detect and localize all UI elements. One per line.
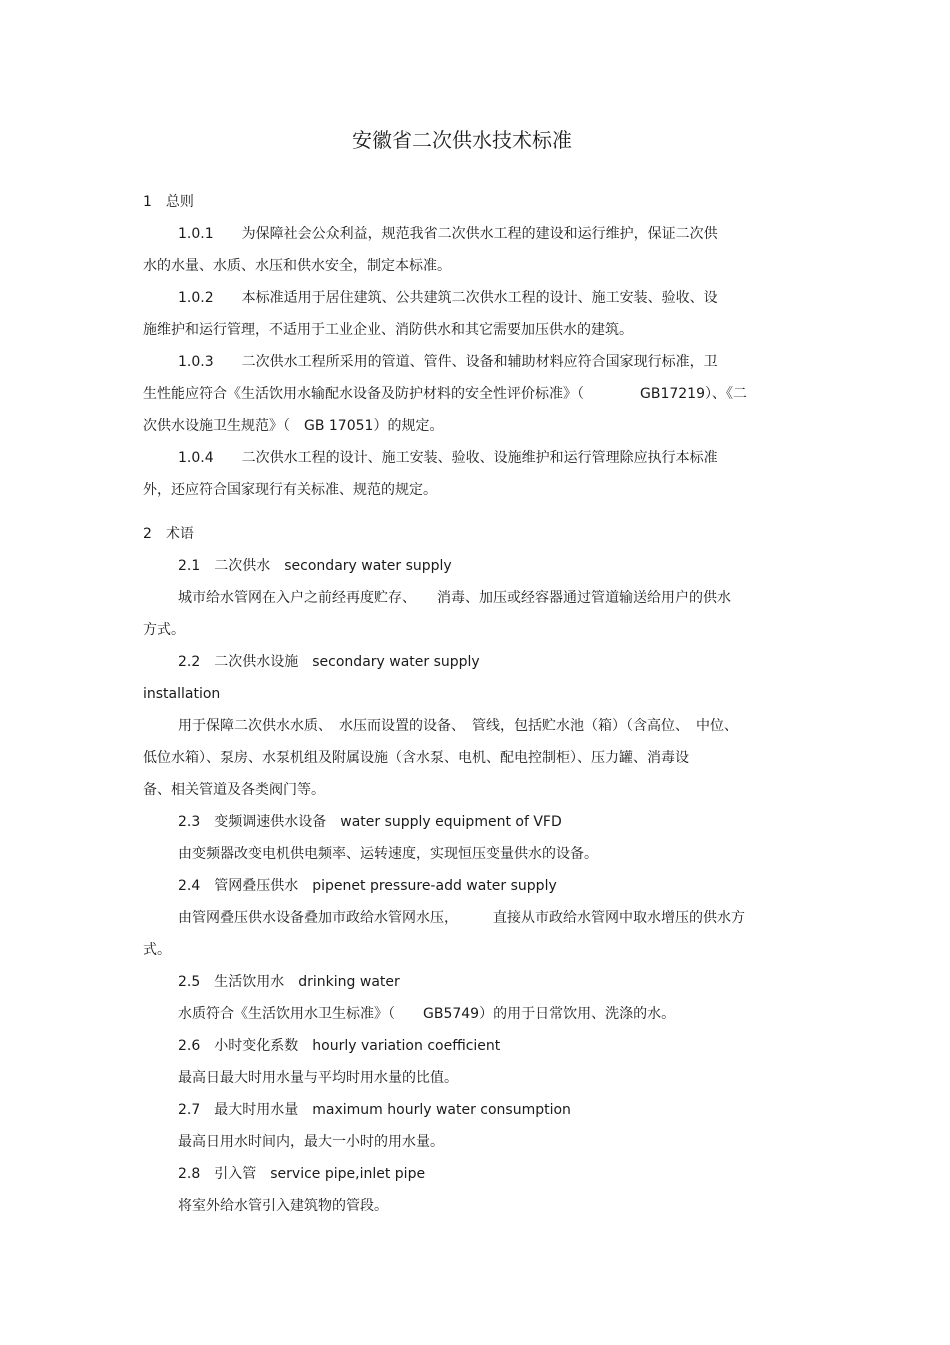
paragraph-line: 最高日用水时间内，最大一小时的用水量。: [178, 1134, 444, 1150]
paragraph-line: 1.0.3 二次供水工程所采用的管道、管件、设备和辅助材料应符合国家现行标准，卫: [178, 354, 718, 370]
paragraph-line: 将室外给水管引入建筑物的管段。: [178, 1198, 388, 1214]
term-heading: 2.4 管网叠压供水 pipenet pressure-add water supply: [178, 878, 557, 894]
term-heading: 2.8 引入管 service pipe,inlet pipe: [178, 1166, 426, 1182]
paragraph-line: 1.0.1 为保障社会公众利益，规范我省二次供水工程的建设和运行维护，保证二次供: [178, 226, 718, 242]
paragraph-line: 次供水设施卫生规范》（ GB 17051）的规定。: [143, 418, 444, 434]
page-title: 安徽省二次供水技术标准: [352, 128, 572, 152]
term-heading: 2.2 二次供水设施 secondary water supply: [178, 654, 480, 670]
section-heading: 2 术语: [143, 526, 194, 542]
paragraph-line: 由变频器改变电机供电频率、运转速度，实现恒压变量供水的设备。: [178, 846, 598, 862]
section-heading: 1 总则: [143, 194, 194, 210]
paragraph-line: 水质符合《生活饮用水卫生标准》（ GB5749）的用于日常饮用、洗涤的水。: [178, 1006, 676, 1022]
term-heading: 2.5 生活饮用水 drinking water: [178, 974, 400, 990]
paragraph-line: 城市给水管网在入户之前经再度贮存、 消毒、加压或经容器通过管道输送给用户的供水: [178, 590, 731, 606]
paragraph-line: 低位水箱）、泵房、水泵机组及附属设施（含水泵、电机、配电控制柜）、压力罐、消毒设: [143, 750, 689, 766]
paragraph-line: 施维护和运行管理，不适用于工业企业、消防供水和其它需要加压供水的建筑。: [143, 322, 633, 338]
paragraph-line: 方式。: [143, 622, 185, 638]
term-heading: 2.1 二次供水 secondary water supply: [178, 558, 452, 574]
paragraph-line: 外，还应符合国家现行有关标准、规范的规定。: [143, 482, 437, 498]
paragraph-line: installation: [143, 686, 221, 702]
paragraph-line: 式。: [143, 942, 171, 958]
paragraph-line: 1.0.2 本标准适用于居住建筑、公共建筑二次供水工程的设计、施工安装、验收、设: [178, 290, 718, 306]
paragraph-line: 用于保障二次供水水质、 水压而设置的设备、 管线，包括贮水池（箱）（含高位、 中位、: [178, 718, 738, 734]
paragraph-line: 1.0.4 二次供水工程的设计、施工安装、验收、设施维护和运行管理除应执行本标准: [178, 450, 718, 466]
paragraph-line: 水的水量、水质、水压和供水安全，制定本标准。: [143, 258, 451, 274]
paragraph-line: 最高日最大时用水量与平均时用水量的比值。: [178, 1070, 458, 1086]
term-heading: 2.7 最大时用水量 maximum hourly water consumption: [178, 1102, 571, 1118]
paragraph-line: 备、相关管道及各类阀门等。: [143, 782, 325, 798]
paragraph-line: 由管网叠压供水设备叠加市政给水管网水压， 直接从市政给水管网中取水增压的供水方: [178, 910, 745, 926]
term-heading: 2.6 小时变化系数 hourly variation coefficient: [178, 1038, 501, 1054]
term-heading: 2.3 变频调速供水设备 water supply equipment of VFD: [178, 814, 562, 830]
paragraph-line: 生性能应符合《生活饮用水输配水设备及防护材料的安全性评价标准》（ GB17219）、《二: [143, 386, 747, 402]
